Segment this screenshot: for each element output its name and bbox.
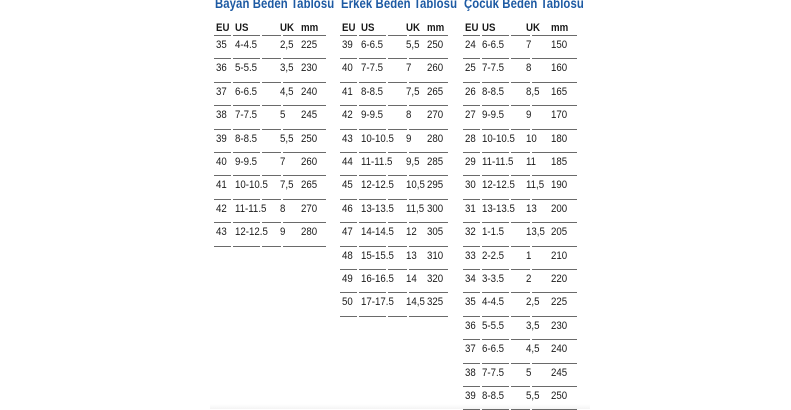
- cell-mm: 185: [551, 156, 568, 168]
- cell-mm: 260: [301, 156, 318, 168]
- cell-eu: 46: [342, 202, 353, 215]
- table-row: [463, 317, 577, 340]
- cell-us: 10-10.5: [361, 132, 394, 145]
- row-divider: [214, 246, 326, 247]
- cell-eu: 28: [465, 132, 476, 145]
- cell-us: 6-6.5: [482, 39, 505, 51]
- cell-uk: 13: [406, 249, 417, 262]
- cell-eu: 35: [216, 39, 227, 51]
- cell-mm: 230: [551, 319, 568, 332]
- kids-table-header: [463, 18, 577, 36]
- cell-eu: 42: [342, 109, 353, 122]
- cell-us: 7-7.5: [361, 62, 384, 75]
- cell-us: 8-8.5: [235, 132, 258, 145]
- cell-uk: 8,5: [526, 85, 540, 98]
- cell-us: 9-9.5: [482, 109, 505, 122]
- cell-eu: 40: [342, 62, 353, 75]
- cell-mm: 265: [301, 179, 318, 192]
- table-row: [214, 223, 326, 246]
- cell-uk: 2,5: [526, 296, 540, 309]
- cell-us: 16-16.5: [361, 273, 394, 285]
- cell-uk: 11,5: [406, 202, 425, 215]
- table-row: [340, 59, 448, 82]
- cell-mm: 320: [427, 273, 444, 285]
- cell-us: 11-11.5: [235, 202, 267, 215]
- table-row: [463, 83, 577, 106]
- cell-eu: 35: [465, 296, 476, 309]
- cell-us: 6-6.5: [361, 39, 384, 51]
- women-table-header: [214, 18, 326, 36]
- cell-uk: 2,5: [280, 39, 294, 51]
- cell-uk: 10,5: [406, 179, 425, 192]
- column-header-mm: mm: [427, 22, 445, 34]
- cell-us: 14-14.5: [361, 226, 394, 239]
- cell-mm: 245: [301, 109, 318, 122]
- table-row: [463, 223, 577, 246]
- cell-eu: 25: [465, 62, 476, 75]
- cell-eu: 31: [465, 202, 476, 215]
- cell-uk: 10: [526, 132, 537, 145]
- cell-mm: 270: [427, 109, 444, 122]
- cell-uk: 14,5: [406, 296, 425, 309]
- cell-uk: 5,5: [280, 132, 294, 145]
- column-header-us: US: [361, 22, 375, 34]
- cell-mm: 165: [551, 85, 568, 98]
- cell-us: 11-11.5: [482, 156, 514, 168]
- cell-us: 7-7.5: [482, 62, 505, 75]
- cell-eu: 36: [465, 319, 476, 332]
- table-row: [463, 340, 577, 363]
- cell-us: 12-12.5: [361, 179, 394, 192]
- cell-uk: 8: [406, 109, 412, 122]
- bottom-fade: [210, 404, 590, 409]
- cell-eu: 50: [342, 296, 353, 309]
- cell-mm: 250: [551, 390, 568, 402]
- cell-mm: 170: [551, 109, 568, 122]
- cell-eu: 44: [342, 156, 353, 168]
- table-row: [214, 200, 326, 223]
- cell-mm: 205: [551, 226, 568, 239]
- cell-eu: 40: [216, 156, 227, 168]
- cell-eu: 47: [342, 226, 353, 239]
- column-header-uk: UK: [526, 22, 540, 34]
- cell-us: 2-2.5: [482, 249, 505, 262]
- table-row: [463, 59, 577, 82]
- cell-uk: 5,5: [526, 390, 540, 402]
- cell-uk: 9: [406, 132, 412, 145]
- cell-mm: 260: [427, 62, 444, 75]
- table-row: [463, 200, 577, 223]
- column-header-eu: EU: [216, 22, 230, 34]
- cell-mm: 310: [427, 249, 444, 262]
- cell-mm: 225: [551, 296, 568, 309]
- cell-eu: 26: [465, 85, 476, 98]
- table-row: [340, 247, 448, 270]
- table-row: [214, 153, 326, 176]
- cell-uk: 13,5: [526, 226, 545, 239]
- column-header-mm: mm: [551, 22, 569, 34]
- column-header-eu: EU: [465, 22, 479, 34]
- cell-mm: 305: [427, 226, 444, 239]
- cell-us: 6-6.5: [235, 85, 258, 98]
- cell-uk: 3,5: [526, 319, 540, 332]
- cell-mm: 295: [427, 179, 444, 192]
- cell-mm: 220: [551, 273, 568, 285]
- cell-mm: 285: [427, 156, 444, 168]
- cell-uk: 9: [526, 109, 532, 122]
- cell-uk: 7: [406, 62, 412, 75]
- cell-us: 10-10.5: [235, 179, 268, 192]
- cell-mm: 240: [551, 343, 568, 356]
- cell-uk: 5: [280, 109, 286, 122]
- table-row: [463, 293, 577, 316]
- cell-eu: 37: [216, 85, 227, 98]
- cell-eu: 30: [465, 179, 476, 192]
- cell-uk: 7,5: [280, 179, 294, 192]
- table-row: [463, 130, 577, 153]
- cell-eu: 45: [342, 179, 353, 192]
- cell-mm: 300: [427, 202, 444, 215]
- table-row: [214, 176, 326, 199]
- cell-eu: 24: [465, 39, 476, 51]
- cell-uk: 7: [526, 39, 532, 51]
- cell-eu: 39: [342, 39, 353, 51]
- cell-mm: 240: [301, 85, 318, 98]
- cell-mm: 265: [427, 85, 444, 98]
- cell-mm: 230: [301, 62, 318, 75]
- column-header-uk: UK: [406, 22, 420, 34]
- cell-eu: 38: [216, 109, 227, 122]
- column-header-us: US: [235, 22, 249, 34]
- table-row: [463, 36, 577, 59]
- cell-us: 13-13.5: [361, 202, 394, 215]
- table-row: [340, 83, 448, 106]
- women-table-title: Bayan Beden Tablosu: [215, 0, 335, 11]
- cell-uk: 8: [526, 62, 532, 75]
- column-header-eu: EU: [342, 22, 356, 34]
- cell-mm: 245: [551, 366, 568, 379]
- cell-us: 12-12.5: [482, 179, 515, 192]
- cell-us: 3-3.5: [482, 273, 505, 285]
- cell-eu: 39: [216, 132, 227, 145]
- cell-uk: 7: [280, 156, 286, 168]
- cell-uk: 3,5: [280, 62, 294, 75]
- cell-mm: 160: [551, 62, 568, 75]
- row-divider: [340, 316, 448, 317]
- cell-mm: 180: [551, 132, 568, 145]
- cell-mm: 280: [427, 132, 444, 145]
- cell-us: 8-8.5: [482, 390, 505, 402]
- cell-eu: 33: [465, 249, 476, 262]
- table-row: [463, 270, 577, 293]
- cell-uk: 4,5: [526, 343, 540, 356]
- cell-uk: 4,5: [280, 85, 294, 98]
- cell-us: 1-1.5: [482, 226, 505, 239]
- cell-eu: 32: [465, 226, 476, 239]
- table-row: [463, 153, 577, 176]
- cell-mm: 250: [301, 132, 318, 145]
- cell-mm: 225: [301, 39, 318, 51]
- cell-mm: 190: [551, 179, 568, 192]
- table-row: [340, 176, 448, 199]
- table-row: [214, 106, 326, 129]
- cell-us: 12-12.5: [235, 226, 268, 239]
- kids-table-title: Çocuk Beden Tablosu: [464, 0, 584, 11]
- cell-mm: 325: [427, 296, 444, 309]
- cell-us: 17-17.5: [361, 296, 394, 309]
- cell-uk: 2: [526, 273, 532, 285]
- table-row: [340, 270, 448, 293]
- cell-us: 8-8.5: [361, 85, 384, 98]
- table-row: [463, 247, 577, 270]
- cell-uk: 9: [280, 226, 286, 239]
- cell-mm: 250: [427, 39, 444, 51]
- table-row: [340, 223, 448, 246]
- cell-us: 6-6.5: [482, 343, 505, 356]
- cell-mm: 280: [301, 226, 318, 239]
- table-row: [340, 106, 448, 129]
- cell-mm: 200: [551, 202, 568, 215]
- cell-eu: 43: [216, 226, 227, 239]
- cell-eu: 34: [465, 273, 476, 285]
- men-table-header: [340, 18, 448, 36]
- cell-eu: 41: [216, 179, 227, 192]
- cell-eu: 38: [465, 366, 476, 379]
- column-header-us: US: [482, 22, 496, 34]
- cell-uk: 9,5: [406, 156, 420, 168]
- cell-mm: 150: [551, 39, 568, 51]
- cell-eu: 43: [342, 132, 353, 145]
- cell-eu: 27: [465, 109, 476, 122]
- cell-uk: 5,5: [406, 39, 420, 51]
- table-row: [340, 130, 448, 153]
- cell-uk: 13: [526, 202, 537, 215]
- cell-us: 5-5.5: [482, 319, 505, 332]
- cell-us: 4-4.5: [482, 296, 505, 309]
- cell-us: 7-7.5: [482, 366, 505, 379]
- cell-eu: 29: [465, 156, 476, 168]
- cell-mm: 270: [301, 202, 318, 215]
- cell-eu: 48: [342, 249, 353, 262]
- cell-mm: 210: [551, 249, 568, 262]
- table-row: [340, 36, 448, 59]
- cell-us: 10-10.5: [482, 132, 515, 145]
- cell-uk: 1: [526, 249, 532, 262]
- table-row: [463, 176, 577, 199]
- cell-uk: 7,5: [406, 85, 420, 98]
- table-row: [463, 364, 577, 387]
- cell-us: 4-4.5: [235, 39, 258, 51]
- cell-uk: 14: [406, 273, 417, 285]
- table-row: [214, 130, 326, 153]
- table-row: [340, 200, 448, 223]
- cell-uk: 8: [280, 202, 286, 215]
- cell-eu: 49: [342, 273, 353, 285]
- cell-eu: 42: [216, 202, 227, 215]
- column-header-uk: UK: [280, 22, 294, 34]
- cell-us: 11-11.5: [361, 156, 393, 168]
- cell-us: 8-8.5: [482, 85, 505, 98]
- cell-uk: 5: [526, 366, 532, 379]
- cell-us: 13-13.5: [482, 202, 515, 215]
- cell-eu: 39: [465, 390, 476, 402]
- table-row: [214, 83, 326, 106]
- table-row: [340, 153, 448, 176]
- table-row: [214, 59, 326, 82]
- table-row: [340, 293, 448, 316]
- cell-us: 5-5.5: [235, 62, 258, 75]
- table-row: [463, 106, 577, 129]
- cell-us: 9-9.5: [235, 156, 258, 168]
- cell-eu: 36: [216, 62, 227, 75]
- men-table-title: Erkek Beden Tablosu: [341, 0, 458, 11]
- cell-uk: 11: [526, 156, 537, 168]
- column-header-mm: mm: [301, 22, 319, 34]
- cell-us: 15-15.5: [361, 249, 394, 262]
- table-row: [214, 36, 326, 59]
- cell-uk: 12: [406, 226, 417, 239]
- cell-uk: 11,5: [526, 179, 545, 192]
- cell-eu: 37: [465, 343, 476, 356]
- cell-us: 9-9.5: [361, 109, 384, 122]
- cell-eu: 41: [342, 85, 353, 98]
- cell-us: 7-7.5: [235, 109, 258, 122]
